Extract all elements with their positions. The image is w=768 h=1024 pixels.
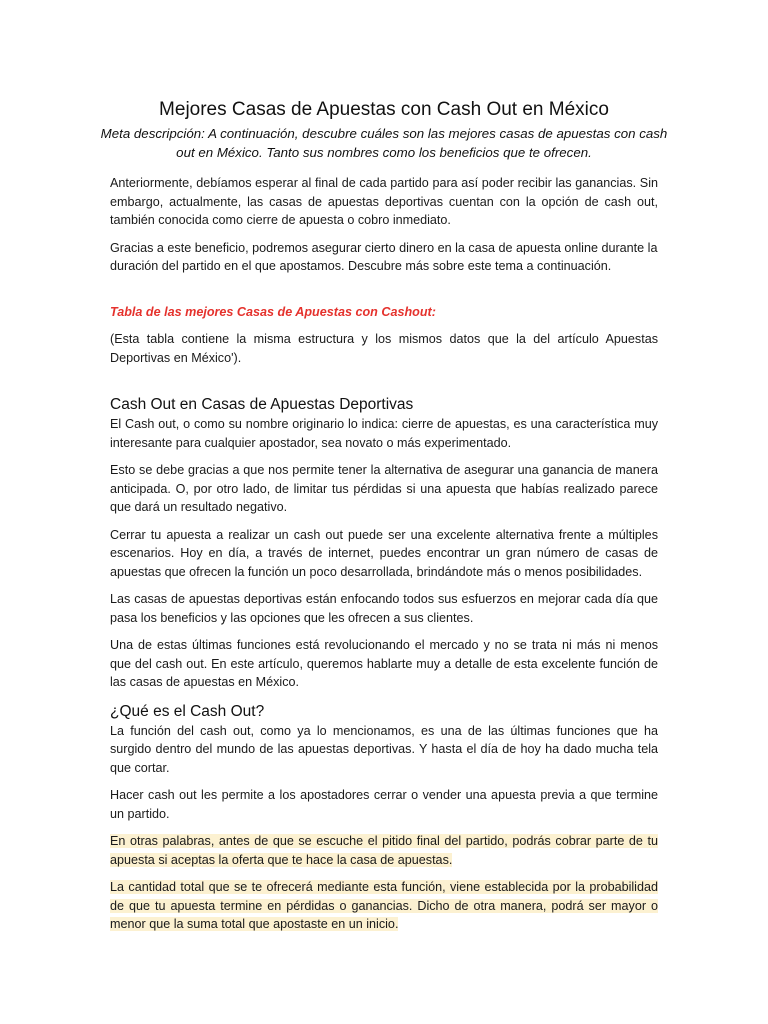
section2-highlighted-paragraph-2 — [110, 878, 658, 934]
intro-paragraph-2: Gracias a este beneficio, podremos asegurar cierto dinero en la casa de apuesta online durante la duración del partido en el que apostamos. Descubre más sobre este tema a continuación. — [110, 240, 658, 273]
section2-paragraph-1: La función del cash out, como ya lo mencionamos, es una de las últimas funciones que ha surgido dentro del mundo de las apuestas deportivas. Y hasta el día de hoy ha dado mucha tela que cortar. — [110, 723, 658, 775]
table-heading: Tabla de las mejores Casas de Apuestas con Cashout: — [110, 304, 436, 319]
document-page — [100, 98, 668, 943]
section2-paragraph-2: Hacer cash out les permite a los apostadores cerrar o vender una apuesta previa a que termine un partido. — [110, 788, 658, 821]
document-title: Mejores Casas de Apuestas con Cash Out en México — [159, 99, 609, 120]
highlighted-text: La cantidad total que se te ofrecerá mediante esta función, viene establecida por la probabilidad de que tu apuesta termine en pérdidas o ganancias. Dicho de otra manera, podrá ser mayor o menor que la suma total que apostaste en un inicio. — [110, 880, 658, 931]
section-heading-cash-out-casas: Cash Out en Casas de Apuestas Deportivas — [110, 396, 414, 413]
table-note: (Esta tabla contiene la misma estructura y los mismos datos que la del artículo Apuestas Deportivas en México'). — [110, 332, 658, 365]
section2-highlighted-paragraph-1 — [110, 832, 658, 869]
section1-paragraph-3: Cerrar tu apuesta a realizar un cash out puede ser una excelente alternativa frente a múltiples escenarios. Hoy en día, a través de internet, puedes encontrar un gran número de casas de apuestas que ofrecen la función un poco desarrollada, brindándote más o menos posibilidades. — [110, 527, 658, 579]
section1-paragraph-4: Las casas de apuestas deportivas están enfocando todos sus esfuerzos en mejorar cada día que pasa los beneficios y las opciones que les ofrecen a sus clientes. — [110, 592, 658, 625]
section1-paragraph-1: El Cash out, o como su nombre originario lo indica: cierre de apuestas, es una característica muy interesante para cualquier apostador, sea novato o más experimentado. — [110, 417, 658, 450]
meta-description: Meta descripción: A continuación, descubre cuáles son las mejores casas de apuestas con cash out en México. Tanto sus nombres como los beneficios que te ofrecen. — [100, 126, 668, 160]
section1-paragraph-2: Esto se debe gracias a que nos permite tener la alternativa de asegurar una ganancia de manera anticipada. O, por otro lado, de limitar tus pérdidas si una apuesta que habías realizado parece que dará un resultado negativo. — [110, 463, 658, 514]
highlighted-text: En otras palabras, antes de que se escuche el pitido final del partido, podrás cobrar parte de tu apuesta si aceptas la oferta que te hace la casa de apuestas. — [110, 834, 658, 867]
section-heading-que-es-cash-out: ¿Qué es el Cash Out? — [110, 702, 265, 720]
intro-paragraph-1: Anteriormente, debíamos esperar al final de cada partido para así poder recibir las ganancias. Sin embargo, actualmente, las casas de apuestas deportivas cuentan con la opción de cash out, también conocida como cierre de apuesta o cobro inmediato. — [110, 176, 658, 227]
section1-paragraph-5: Una de estas últimas funciones está revolucionando el mercado y no se trata ni más ni menos que del cash out. En este artículo, queremos hablarte muy a detalle de esta excelente función de las casas de apuestas en México. — [110, 638, 658, 689]
